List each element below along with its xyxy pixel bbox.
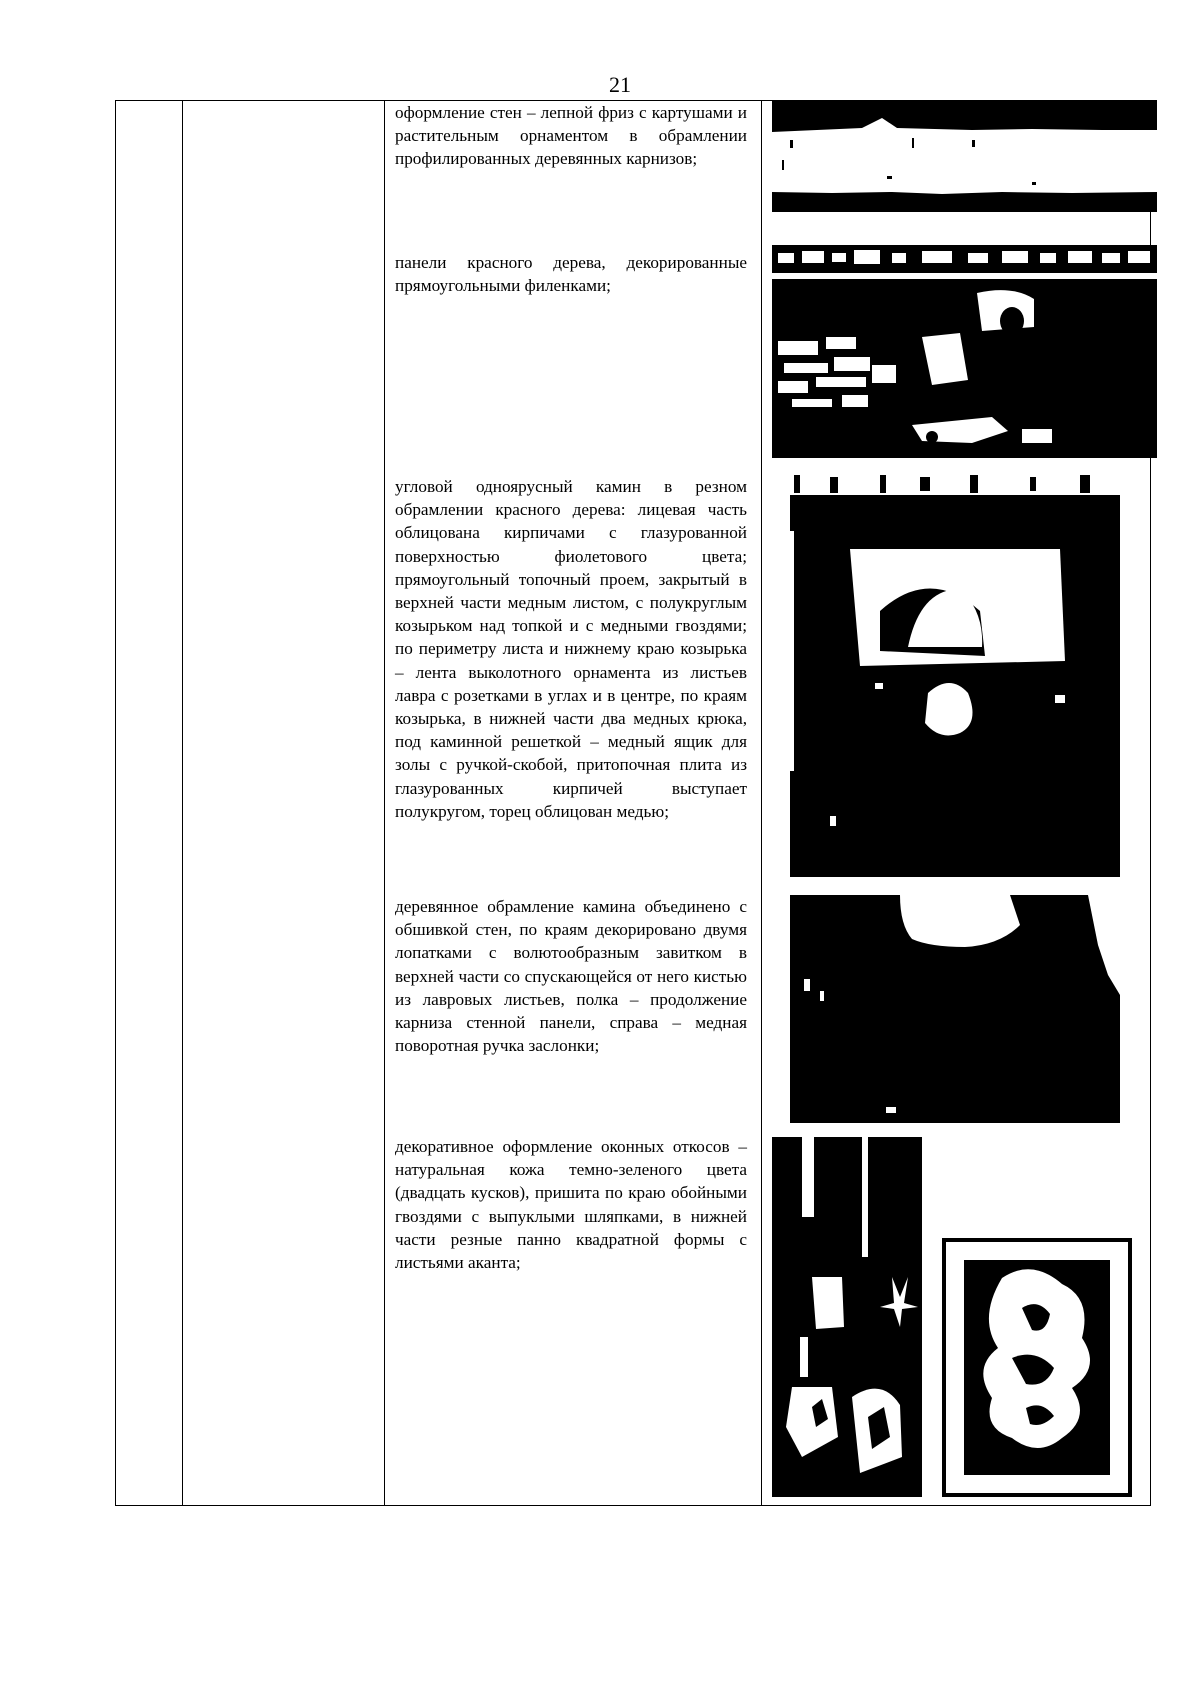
column-divider-1 (182, 101, 183, 1505)
column-divider-2 (384, 101, 385, 1505)
column-divider-3 (761, 101, 762, 1505)
description-fireplace: угловой одноярусный камин в резном обрамлении красного дерева: лицевая часть облицована кирпичами с глазурованной поверхностью фиолетового цвета; прямоугольный топочный проем, закрытый в верхней части медным листом, с полукруглым козырьком над топкой и с медными гвоздями; по периметру листа и нижнему краю козырька – лента выколотного орнамента из листьев лавра с розетками в углах и в центре, по краям козырька, в нижней части два медных крюка, под каминной решеткой – медный ящик для золы с ручкой-скобой, притопочная плита из глазурованных кирпичей выступает полукругом, торец облицован медью; (395, 477, 747, 821)
photo-window-reveal-right (942, 1238, 1132, 1497)
photo-mahogany-panels (772, 245, 1157, 458)
photo-corner-fireplace (790, 471, 1120, 877)
description-window-reveals: декоративное оформление оконных откосов – натуральная кожа темно-зеленого цвета (двадцать кусков), пришита по краю обойными гвоздями с выпуклыми шляпками, в нижней части резные панно квадратной формы с листьями аканта; (395, 1137, 747, 1273)
description-fireplace-frame: деревянное обрамление камина объединено с обшивкой стен, по краям декорировано двумя лопатками с волютообразным завитком в верхней части со спускающейся от него кистью из лавровых листьев, полка – продолжение карниза стенной панели, справа – медная поворотная ручка заслонки; (395, 897, 747, 1056)
page-number: 21 (609, 72, 631, 97)
photo-window-reveal-left (772, 1137, 922, 1497)
description-frieze: оформление стен – лепной фриз с картушами и растительным орнаментом в обрамлении профилированных деревянных карнизов; (395, 103, 747, 169)
photo-fireplace-frame (790, 895, 1120, 1123)
photo-frieze (772, 100, 1157, 212)
description-mahogany-panels: панели красного дерева, декорированные прямоугольными филенками; (395, 253, 747, 296)
